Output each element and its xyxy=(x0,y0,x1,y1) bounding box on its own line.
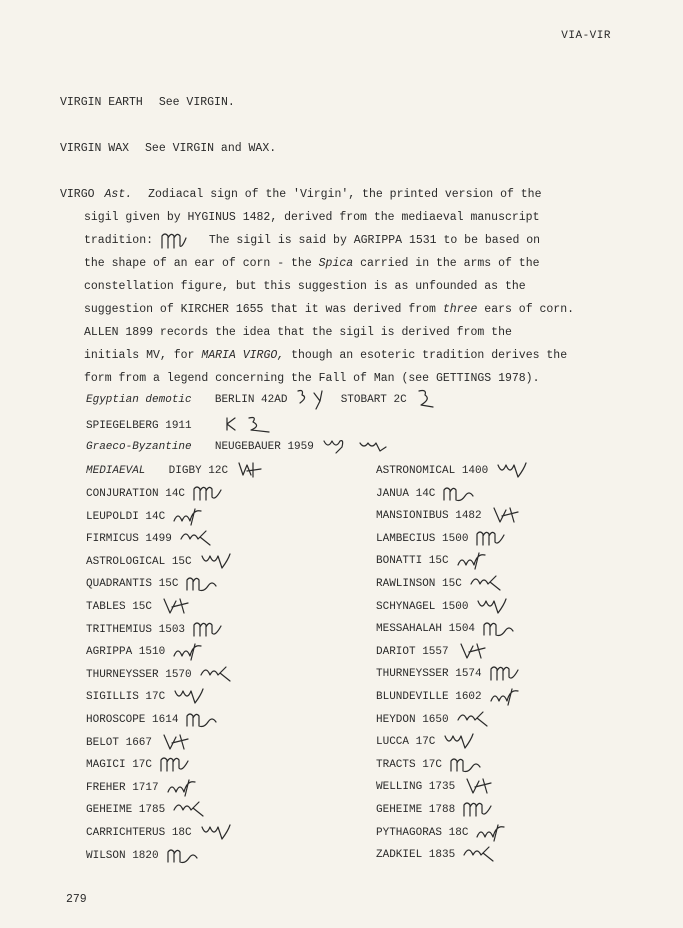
entry-text: form from a legend concerning the Fall of Man (see GETTINGS 1978). xyxy=(84,372,540,385)
virgo-sigil-icon xyxy=(474,527,510,549)
left-source-row xyxy=(86,708,220,730)
virgo-sigil-icon xyxy=(178,527,214,549)
virgo-sigil-icon xyxy=(171,685,207,707)
virgo-sigil-icon xyxy=(158,731,194,753)
source-label-egyptian-demotic: Egyptian demotic xyxy=(86,393,192,406)
source-label: THURNEYSSER 1570 xyxy=(86,668,192,681)
virgo-sigil-icon xyxy=(184,572,220,594)
source-label: SCHYNAGEL 1500 xyxy=(376,600,469,613)
virgo-sigil-icon xyxy=(455,640,491,662)
source-label: HOROSCOPE 1614 xyxy=(86,713,179,726)
entry-head: VIRGIN EARTH xyxy=(60,96,143,109)
entry-text-italic: three xyxy=(442,303,478,316)
entry-text: suggestion of KIRCHER 1655 that it was derived from xyxy=(84,303,436,316)
entry-head: VIRGIN WAX xyxy=(60,142,130,155)
source-label: MANSIONIBUS 1482 xyxy=(376,510,482,523)
source-row-spiegelberg xyxy=(86,414,285,436)
source-label-mediaeval: MEDIAEVAL xyxy=(86,464,146,477)
virgo-sigil-icon xyxy=(165,776,201,798)
virgo-sigil-icon xyxy=(474,595,510,617)
virgo-sigil-icon xyxy=(488,662,524,684)
right-source-row xyxy=(376,527,510,549)
left-source-row xyxy=(86,663,234,685)
right-source-row xyxy=(376,549,491,571)
source-label: ASTRONOMICAL 1400 xyxy=(376,464,489,477)
source-label: BONATTI 15C xyxy=(376,555,449,568)
source-label: GEHEIME 1788 xyxy=(376,803,456,816)
right-source-row xyxy=(376,662,524,684)
right-source-row xyxy=(376,685,524,707)
right-source-row xyxy=(376,730,477,752)
source-label: PYTHAGORAS 18C xyxy=(376,826,469,839)
left-source-row xyxy=(86,776,201,798)
virgo-sigil-icon xyxy=(488,685,524,707)
source-label: GEHEIME 1785 xyxy=(86,804,166,817)
source-stobart: STOBART 2C xyxy=(340,393,407,406)
virgo-sigil-icon xyxy=(461,798,497,820)
source-label: HEYDON 1650 xyxy=(376,713,449,726)
digby-sigil-icon xyxy=(235,459,265,481)
left-source-row xyxy=(86,798,207,820)
right-source-row xyxy=(376,595,510,617)
source-label: THURNEYSSER 1574 xyxy=(376,668,482,681)
right-source-row xyxy=(376,821,510,843)
spiegelberg-sigil-icon xyxy=(221,414,285,436)
virgo-sigil-icon xyxy=(198,550,234,572)
entry-virgin-earth xyxy=(60,96,235,109)
entry-text: Zodiacal sign of the 'Virgin', the printed version of the xyxy=(148,188,542,201)
source-digby: DIGBY 12C xyxy=(168,464,229,477)
source-label: RAWLINSON 15C xyxy=(376,577,462,590)
left-source-row xyxy=(86,731,194,753)
entry-text: though an esoteric tradition derives the xyxy=(291,349,568,362)
source-label: MAGICI 17C xyxy=(86,759,153,772)
stobart-sigil-icon xyxy=(413,387,441,411)
left-source-row xyxy=(86,640,207,662)
neugebauer-sigil-icon xyxy=(320,435,396,457)
virgo-sigil-icon xyxy=(468,572,504,594)
virgo-sigil-icon xyxy=(461,843,497,865)
virgo-sigil-icon xyxy=(158,595,194,617)
virgo-sigil-icon xyxy=(171,798,207,820)
entry-text: ears of corn. xyxy=(484,303,575,316)
source-row-graeco xyxy=(86,435,396,457)
virgo-sigil-icon xyxy=(494,459,530,481)
source-label: LAMBECIUS 1500 xyxy=(376,532,469,545)
right-source-row xyxy=(376,504,524,526)
virgo-sigil-icon xyxy=(474,821,510,843)
entry-text-italic: MARIA VIRGO, xyxy=(201,349,285,362)
source-spiegelberg: SPIEGELBERG 1911 xyxy=(86,419,192,432)
virgo-sigil-icon xyxy=(441,730,477,752)
entry-text: The sigil is said by AGRIPPA 1531 to be based on xyxy=(208,234,541,247)
virgo-sigil-icon xyxy=(455,708,491,730)
right-source-row xyxy=(376,482,477,504)
virgo-sigil-printed-icon xyxy=(160,230,192,250)
entry-virgo xyxy=(60,183,630,390)
virgo-sigil-icon xyxy=(461,775,497,797)
entry-abbreviation: Ast. xyxy=(104,188,133,201)
virgo-sigil-icon xyxy=(488,504,524,526)
entry-text: See VIRGIN. xyxy=(158,96,235,109)
source-label: FIRMICUS 1499 xyxy=(86,533,172,546)
left-source-row xyxy=(86,550,234,572)
entry-text: carried in the arms of the xyxy=(360,257,540,270)
right-source-row xyxy=(376,708,491,730)
entry-text-italic: Spica xyxy=(318,257,354,270)
entry-text: tradition: xyxy=(84,234,154,247)
source-label: BLUNDEVILLE 1602 xyxy=(376,690,482,703)
virgo-sigil-icon xyxy=(191,482,227,504)
right-source-row xyxy=(376,459,530,481)
entry-text: initials MV, for xyxy=(84,349,195,362)
right-source-row xyxy=(376,640,491,662)
berlin-sigil-icon xyxy=(294,387,334,411)
left-source-row xyxy=(86,572,220,594)
virgo-sigil-icon xyxy=(171,640,207,662)
entry-text: See VIRGIN and WAX. xyxy=(145,142,277,155)
left-source-row xyxy=(86,505,207,527)
source-label: TRITHEMIUS 1503 xyxy=(86,623,186,636)
left-source-row xyxy=(86,618,227,640)
entry-head: VIRGO xyxy=(60,188,95,201)
left-source-row xyxy=(86,482,227,504)
virgo-sigil-icon xyxy=(455,549,491,571)
left-source-row xyxy=(86,527,214,549)
virgo-sigil-icon xyxy=(198,821,234,843)
left-source-row xyxy=(86,753,194,775)
source-label: LEUPOLDI 14C xyxy=(86,510,166,523)
entry-text: sigil given by HYGINUS 1482, derived from the mediaeval manuscript xyxy=(84,211,540,224)
source-row-egyptian xyxy=(86,387,441,411)
source-label: WELLING 1735 xyxy=(376,781,456,794)
source-row-mediaeval xyxy=(86,459,265,481)
running-head: VIA-VIR xyxy=(561,30,611,42)
virgo-sigil-icon xyxy=(158,753,194,775)
source-label: ASTROLOGICAL 15C xyxy=(86,555,192,568)
virgo-sigil-icon xyxy=(165,844,201,866)
right-source-row xyxy=(376,617,517,639)
virgo-sigil-icon xyxy=(191,618,227,640)
entry-text: ALLEN 1899 records the idea that the sigil is derived from the xyxy=(84,326,512,339)
source-label-graeco-byzantine: Graeco-Byzantine xyxy=(86,440,192,453)
source-label: CONJURATION 14C xyxy=(86,487,186,500)
source-neugebauer: NEUGEBAUER 1959 xyxy=(214,440,314,453)
left-source-row xyxy=(86,844,201,866)
source-label: JANUA 14C xyxy=(376,487,436,500)
virgo-sigil-icon xyxy=(198,663,234,685)
left-source-row xyxy=(86,685,207,707)
source-berlin: BERLIN 42AD xyxy=(214,393,288,406)
source-label: TRACTS 17C xyxy=(376,758,443,771)
right-source-row xyxy=(376,753,484,775)
source-label: SIGILLIS 17C xyxy=(86,691,166,704)
source-label: FREHER 1717 xyxy=(86,781,159,794)
left-source-row xyxy=(86,821,234,843)
right-source-row xyxy=(376,843,497,865)
right-source-row xyxy=(376,775,497,797)
virgo-sigil-icon xyxy=(481,617,517,639)
right-source-row xyxy=(376,798,497,820)
source-label: AGRIPPA 1510 xyxy=(86,646,166,659)
virgo-sigil-icon xyxy=(171,505,207,527)
virgo-sigil-icon xyxy=(448,753,484,775)
right-source-row xyxy=(376,572,504,594)
source-label: WILSON 1820 xyxy=(86,849,159,862)
virgo-sigil-icon xyxy=(184,708,220,730)
source-label: LUCCA 17C xyxy=(376,736,436,749)
entry-text: the shape of an ear of corn - the xyxy=(84,257,312,270)
source-label: TABLES 15C xyxy=(86,600,153,613)
source-label: QUADRANTIS 15C xyxy=(86,578,179,591)
left-source-row xyxy=(86,595,194,617)
source-label: CARRICHTERUS 18C xyxy=(86,826,192,839)
virgo-sigil-icon xyxy=(441,482,477,504)
source-label: BELOT 1667 xyxy=(86,736,153,749)
page-number: 279 xyxy=(66,893,87,906)
source-label: MESSAHALAH 1504 xyxy=(376,623,476,636)
entry-virgin-wax xyxy=(60,142,276,155)
source-label: DARIOT 1557 xyxy=(376,645,449,658)
entry-text: constellation figure, but this suggestion is as unfounded as the xyxy=(84,280,526,293)
source-label: ZADKIEL 1835 xyxy=(376,849,456,862)
